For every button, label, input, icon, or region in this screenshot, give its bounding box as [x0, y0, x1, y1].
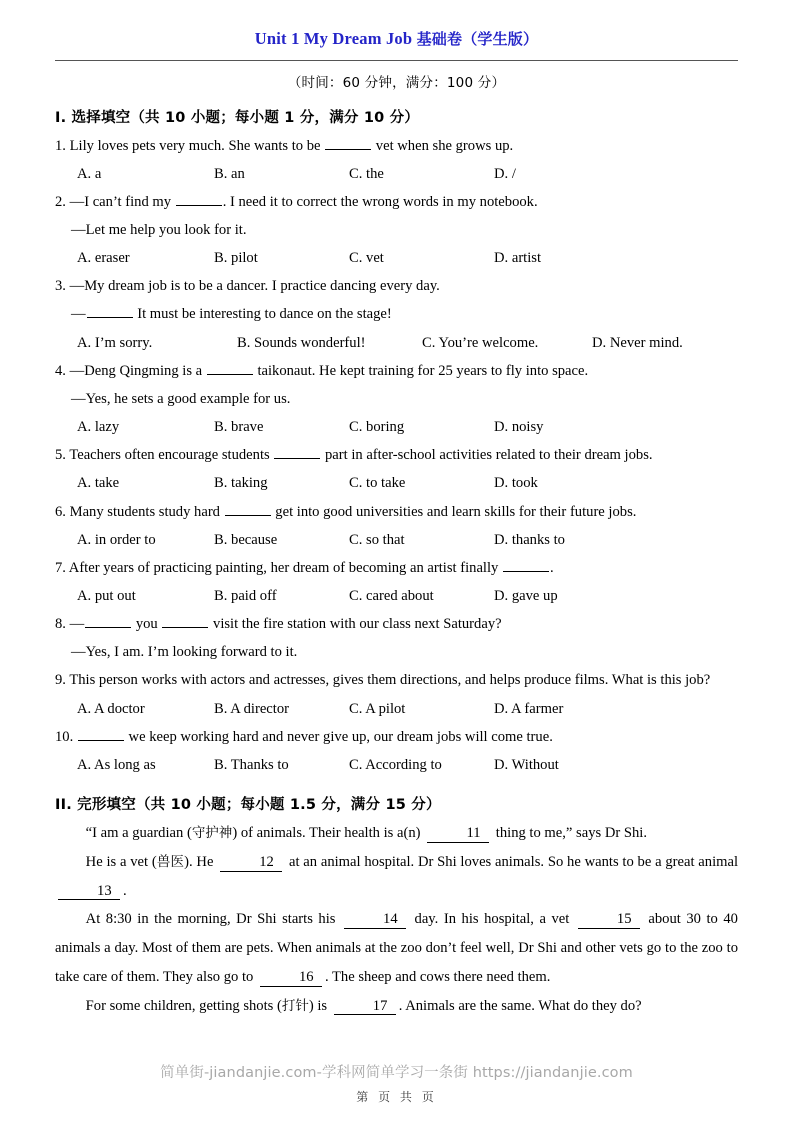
option-choice[interactable]: D. took — [494, 475, 538, 492]
passage-paragraph: For some children, getting shots (打针) is 17 . Animals are the same. What do they do? — [85, 997, 642, 1014]
option-row — [55, 751, 738, 779]
section-heading-two: II. 完形填空（共 10 小题；每小题 1.5 分，满分 15 分） — [55, 797, 441, 814]
cloze-blank[interactable]: 15 — [578, 911, 640, 929]
option-choice[interactable]: B. an — [214, 165, 245, 182]
chinese-gloss: 兽医 — [156, 853, 185, 870]
question-stem: 5. Teachers often encourage students part in after-school activities related to their dream jobs. — [55, 447, 653, 464]
option-row — [55, 526, 738, 554]
option-choice[interactable]: D. artist — [494, 250, 542, 267]
passage-paragraph: He is a vet (兽医). He 12 at an animal hospital. Dr Shi loves animals. So he wants to be a great animal 13 . — [55, 848, 738, 905]
answer-blank[interactable] — [325, 136, 371, 150]
option-row — [55, 413, 738, 441]
question-reply-line: —Let me help you look for it. — [71, 221, 247, 238]
section-one-questions — [55, 132, 738, 780]
option-choice[interactable]: C. cared about — [349, 588, 434, 604]
answer-blank[interactable] — [207, 361, 253, 375]
question-item — [55, 441, 738, 497]
answer-blank[interactable] — [274, 445, 320, 459]
question-stem: 9. This person works with actors and actresses, gives them directions, and helps produce films. What is this job? — [55, 672, 711, 689]
cloze-blank[interactable]: 14 — [344, 911, 406, 929]
answer-blank[interactable] — [87, 305, 133, 319]
option-choice[interactable]: C. A pilot — [349, 700, 406, 717]
question-item — [55, 666, 738, 722]
cloze-blank[interactable]: 17 — [334, 998, 396, 1016]
option-row — [55, 582, 738, 610]
option-choice[interactable]: C. so that — [349, 531, 405, 548]
option-choice[interactable]: A. put out — [77, 588, 136, 604]
chinese-gloss: 打针 — [281, 997, 309, 1014]
question-item — [55, 132, 738, 188]
option-choice[interactable]: D. gave up — [494, 588, 558, 604]
page-title — [55, 0, 738, 50]
option-choice[interactable]: D. Without — [494, 756, 559, 773]
question-reply-line: — It must be interesting to dance on the stage! — [71, 306, 392, 323]
option-choice[interactable]: C. vet — [349, 250, 384, 267]
option-choice[interactable]: C. to take — [349, 475, 406, 492]
answer-blank[interactable] — [85, 614, 131, 628]
option-choice[interactable]: B. because — [214, 531, 278, 548]
cloze-blank[interactable]: 16 — [260, 969, 322, 987]
page-title-english: Unit 1 My Dream Job — [254, 29, 413, 48]
question-item — [55, 498, 738, 554]
answer-blank[interactable] — [78, 727, 124, 741]
question-stem: 6. Many students study hard get into good universities and learn skills for their future jobs. — [55, 503, 637, 520]
option-row — [55, 695, 738, 723]
question-stem: 1. Lily loves pets very much. She wants to be vet when she grows up. — [55, 137, 514, 154]
option-choice[interactable]: A. a — [77, 165, 102, 182]
option-choice[interactable]: B. Thanks to — [214, 756, 289, 773]
option-row — [55, 160, 738, 188]
option-choice[interactable]: B. pilot — [214, 250, 258, 267]
option-row — [55, 329, 738, 357]
option-choice[interactable]: C. boring — [349, 419, 405, 436]
question-item — [55, 610, 738, 666]
option-choice[interactable]: B. brave — [214, 419, 264, 436]
option-choice[interactable]: A. I’m sorry. — [77, 334, 153, 351]
option-choice[interactable]: A. eraser — [77, 250, 130, 267]
option-choice[interactable]: B. A director — [214, 700, 289, 717]
passage-paragraph: At 8:30 in the morning, Dr Shi starts his 14 day. In his hospital, a vet 15 about 30 to 40 animals a day. Most of them are pets. When animals at the zoo don’t feel well, Dr Shi and other vets go to the zoo to take care of them. They also go to 16 . The sheep and cows there need them. — [55, 911, 738, 985]
option-choice[interactable]: B. Sounds wonderful! — [237, 334, 366, 351]
question-item — [55, 723, 738, 779]
question-item — [55, 357, 738, 441]
option-choice[interactable]: C. According to — [349, 756, 442, 773]
option-choice[interactable]: B. paid off — [214, 588, 277, 604]
question-reply-line: —Yes, he sets a good example for us. — [71, 390, 291, 407]
option-choice[interactable]: A. A doctor — [77, 700, 145, 717]
option-choice[interactable]: C. the — [349, 165, 384, 182]
question-item — [55, 272, 738, 356]
option-choice[interactable]: A. lazy — [77, 419, 120, 436]
question-stem: 10. we keep working hard and never give up, our dream jobs will come true. — [55, 728, 553, 745]
cloze-blank[interactable]: 11 — [427, 825, 489, 843]
section-heading-one: I. 选择填空（共 10 小题；每小题 1 分，满分 10 分） — [55, 109, 420, 126]
chinese-gloss: 守护神 — [191, 825, 233, 842]
option-choice[interactable]: A. in order to — [77, 531, 156, 548]
exam-meta: （时间：60 分钟，满分：100 分） — [287, 74, 506, 91]
cloze-passage — [55, 819, 738, 1020]
option-choice[interactable]: D. thanks to — [494, 531, 565, 548]
option-row — [55, 469, 738, 497]
passage-paragraph: “I am a guardian (守护神) of animals. Their health is a(n) 11 thing to me,” says Dr Shi. — [85, 825, 647, 842]
question-stem: 3. —My dream job is to be a dancer. I practice dancing every day. — [55, 278, 440, 295]
cloze-blank[interactable]: 12 — [220, 854, 282, 872]
option-choice[interactable]: D. Never mind. — [592, 334, 683, 351]
question-item — [55, 554, 738, 610]
question-item — [55, 188, 738, 272]
option-choice[interactable]: A. take — [77, 475, 120, 492]
question-stem: 7. After years of practicing painting, her dream of becoming an artist finally . — [55, 559, 554, 576]
option-choice[interactable]: D. A farmer — [494, 700, 564, 717]
option-choice[interactable]: C. You’re welcome. — [422, 334, 539, 351]
option-choice[interactable]: D. / — [494, 165, 516, 182]
option-row — [55, 244, 738, 272]
option-choice[interactable]: B. taking — [214, 475, 268, 492]
answer-blank[interactable] — [225, 502, 271, 516]
answer-blank[interactable] — [176, 192, 222, 206]
answer-blank[interactable] — [503, 558, 549, 572]
question-stem: 2. —I can’t find my . I need it to correct the wrong words in my notebook. — [55, 193, 538, 210]
question-stem: 4. —Deng Qingming is a taikonaut. He kept training for 25 years to fly into space. — [55, 362, 589, 379]
option-choice[interactable]: D. noisy — [494, 419, 544, 436]
header-divider — [55, 60, 738, 61]
page-number-footer: 第 页 共 页 — [356, 1090, 437, 1104]
option-choice[interactable]: A. As long as — [77, 756, 156, 773]
question-stem: 8. — you visit the fire station with our class next Saturday? — [55, 616, 502, 633]
site-watermark: 简单街-jiandanjie.com-学科网简单学习一条街 https://jiandanjie.com — [160, 1065, 633, 1081]
page-title-chinese: 基础卷（学生版） — [416, 30, 539, 48]
cloze-blank[interactable]: 13 — [58, 883, 120, 901]
answer-blank[interactable] — [162, 614, 208, 628]
question-reply-line: —Yes, I am. I’m looking forward to it. — [71, 644, 298, 661]
